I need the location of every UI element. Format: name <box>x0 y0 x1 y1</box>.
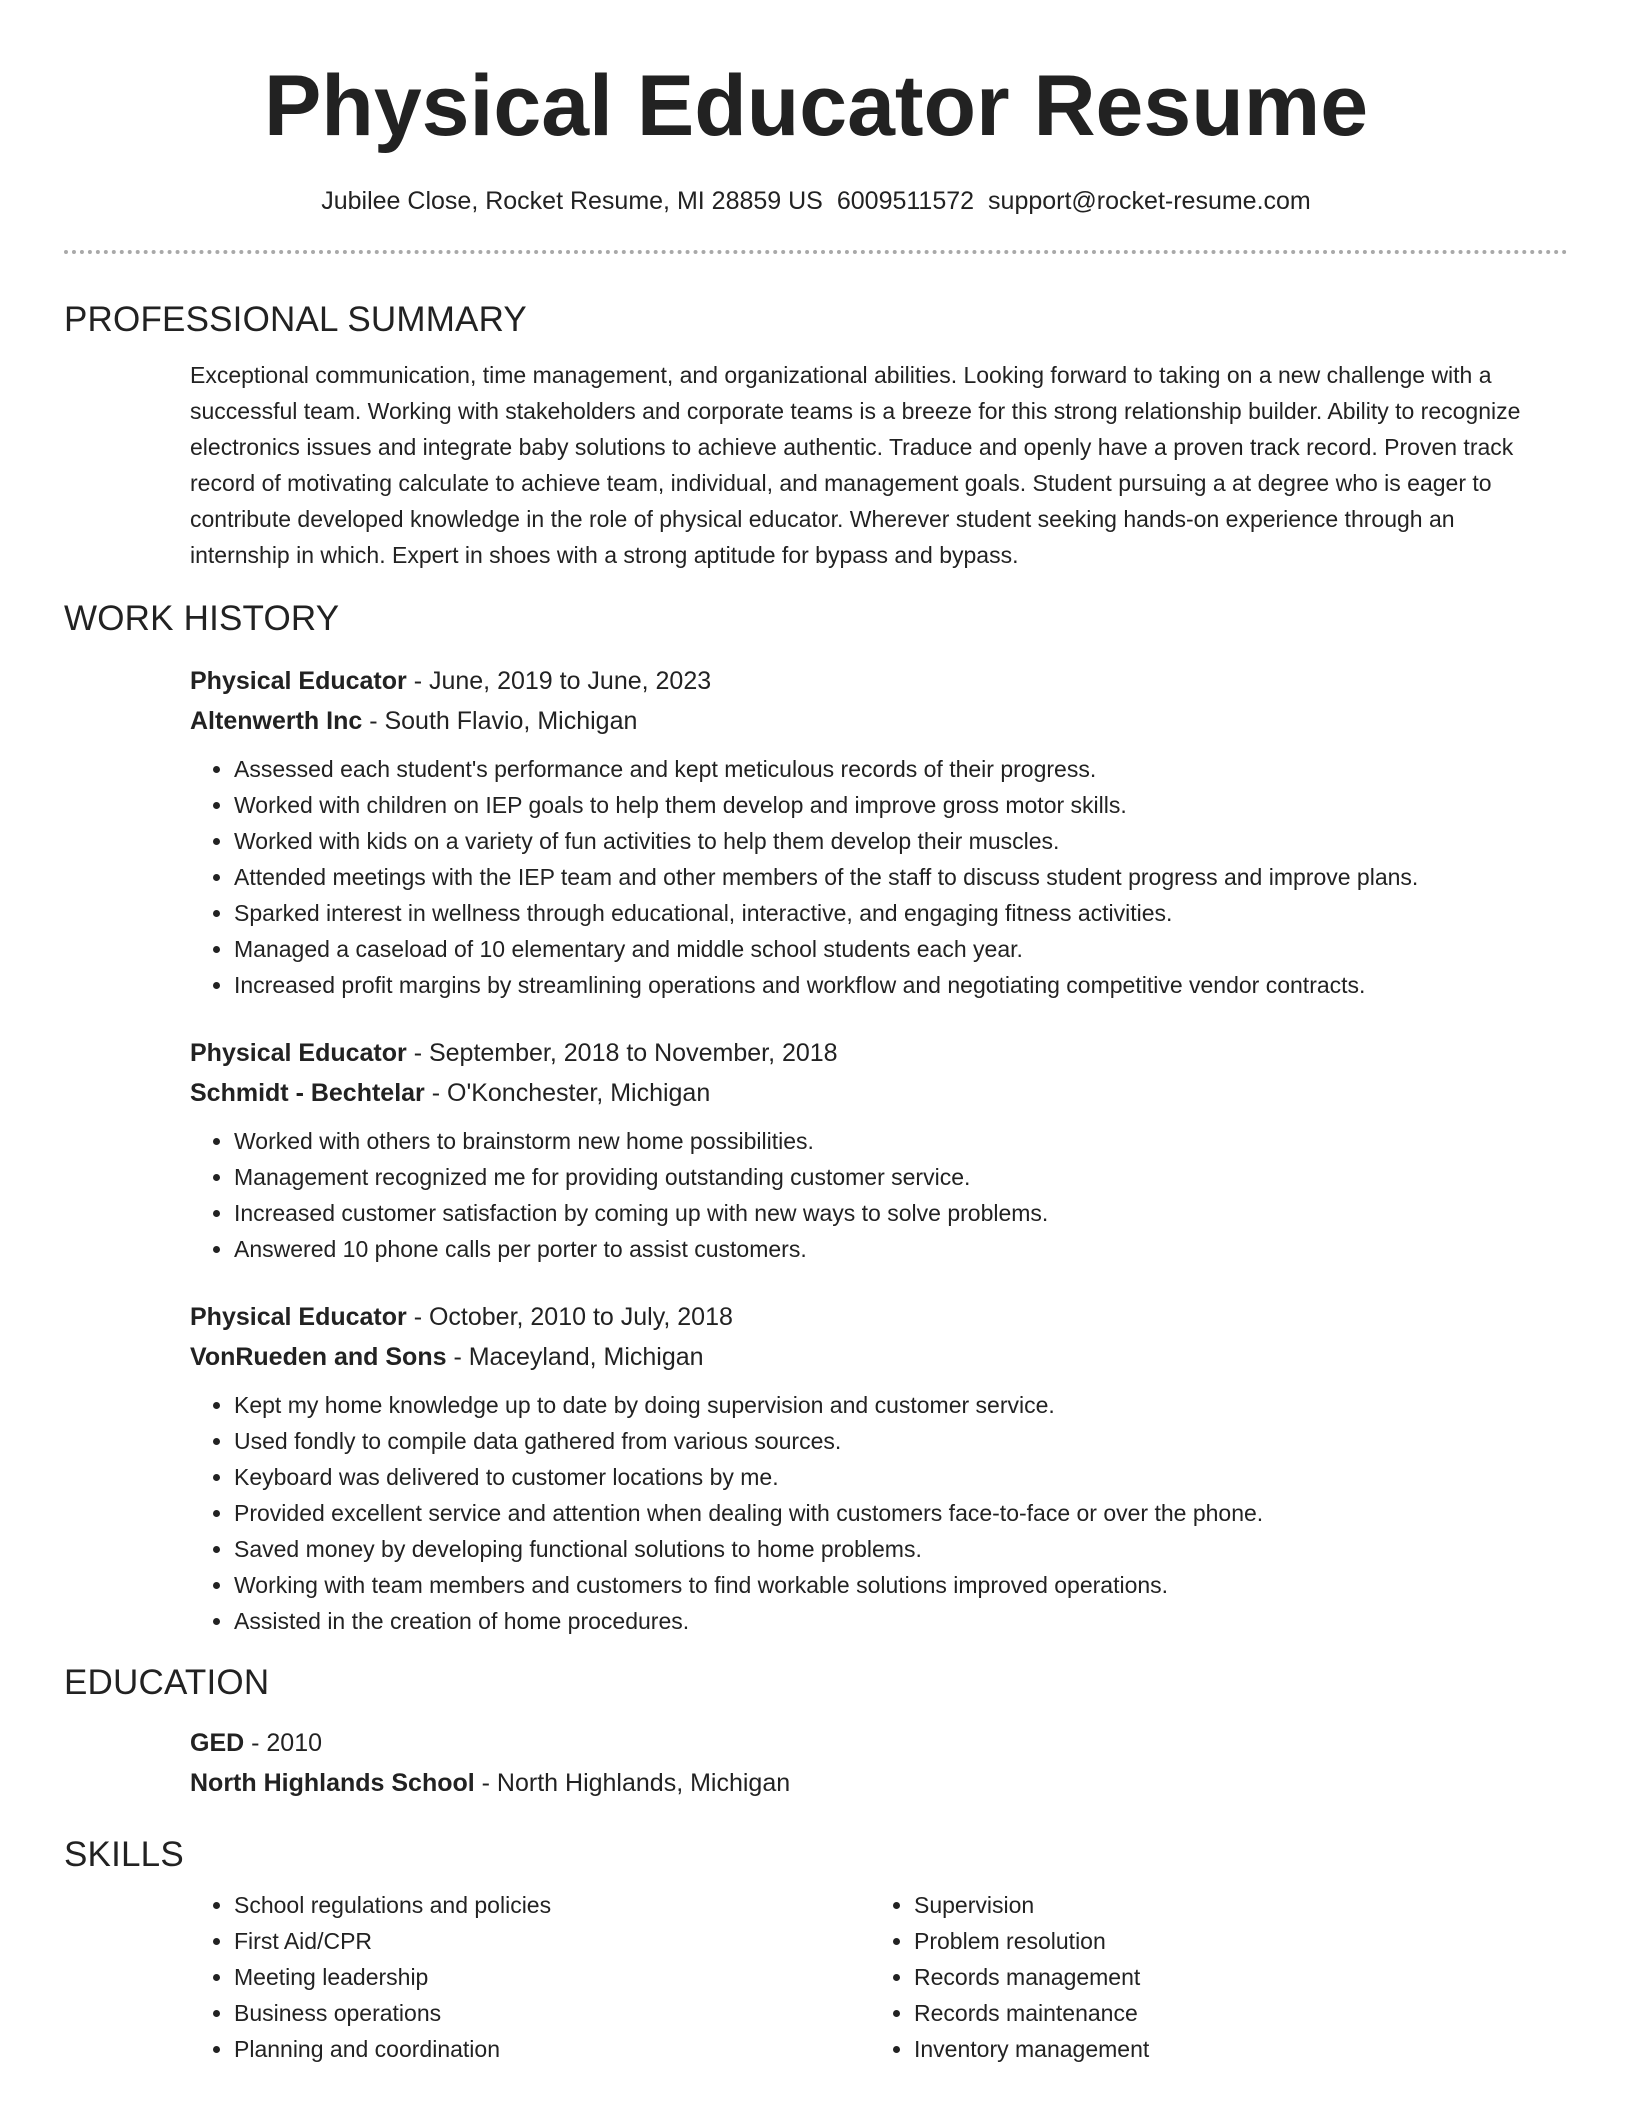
list-item: • First Aid/CPR <box>234 1923 870 1959</box>
education-location: - North Highlands, Michigan <box>474 1769 791 1797</box>
contact-address: Jubilee Close, Rocket Resume, MI 28859 US <box>321 187 823 215</box>
list-item: • Problem resolution <box>914 1923 1550 1959</box>
list-item: • Management recognized me for providing outstanding customer service. <box>234 1159 1568 1195</box>
list-item: • Sparked interest in wellness through educational, interactive, and engaging fitness activities. <box>234 895 1568 931</box>
header-divider <box>64 250 1568 254</box>
job-title: Physical Educator <box>190 1039 407 1067</box>
list-item: • Provided excellent service and attention when dealing with customers face-to-face or over the phone. <box>234 1495 1568 1531</box>
job-location: - Maceyland, Michigan <box>446 1343 704 1371</box>
list-item: • Records maintenance <box>914 1995 1550 2031</box>
job-title: Physical Educator <box>190 667 407 695</box>
job-entry <box>190 661 1568 1003</box>
list-item: • Managed a caseload of 10 elementary and middle school students each year. <box>234 931 1568 967</box>
list-item: • Worked with children on IEP goals to help them develop and improve gross motor skills. <box>234 787 1568 823</box>
list-item: • Worked with others to brainstorm new home possibilities. <box>234 1123 1568 1159</box>
list-item: • Kept my home knowledge up to date by doing supervision and customer service. <box>234 1387 1568 1423</box>
job-title-line <box>190 661 1568 701</box>
job-company-line <box>190 701 1568 741</box>
summary-block <box>190 357 1568 573</box>
education-school-line <box>190 1763 1568 1803</box>
education-degree: GED <box>190 1729 245 1757</box>
contact-phone: 6009511572 <box>836 187 975 215</box>
education-year: - 2010 <box>244 1729 323 1757</box>
job-company-line <box>190 1073 1568 1113</box>
job-company: Altenwerth Inc <box>190 707 363 735</box>
skills-list <box>190 1887 870 2067</box>
list-item: • Supervision <box>914 1887 1550 1923</box>
list-item: • Planning and coordination <box>234 2031 870 2067</box>
list-item: • Keyboard was delivered to customer locations by me. <box>234 1459 1568 1495</box>
skills-column-right <box>870 1877 1550 2067</box>
work-history-heading: WORK HISTORY <box>64 599 340 638</box>
list-item: • Records management <box>914 1959 1550 1995</box>
job-duties-list <box>190 1123 1568 1267</box>
list-item: • Attended meetings with the IEP team and other members of the staff to discuss student progress and improve plans. <box>234 859 1568 895</box>
job-entry <box>190 1033 1568 1267</box>
job-title-line <box>190 1033 1568 1073</box>
skills-list <box>870 1887 1550 2067</box>
list-item: • Increased customer satisfaction by coming up with new ways to solve problems. <box>234 1195 1568 1231</box>
job-location: - O'Konchester, Michigan <box>424 1079 711 1107</box>
job-dates: - September, 2018 to November, 2018 <box>406 1039 838 1067</box>
resume-title: Physical Educator Resume <box>263 58 1369 154</box>
list-item: • Assessed each student's performance and kept meticulous records of their progress. <box>234 751 1568 787</box>
summary-text: Exceptional communication, time management, and organizational abilities. Looking forward to taking on a new challenge with a successful team. Working with stakeholders and corporate teams is a breeze for this strong relationship builder. Ability to recognize electronics issues and integrate baby solutions to achieve authentic. Traduce and openly have a proven track record. Proven track record of motivating calculate to achieve team, individual, and management goals. Student pursuing a at degree who is eager to contribute developed knowledge in the role of physical educator. Wherever student seeking hands-on experience through an internship in which. Expert in shoes with a strong aptitude for bypass and bypass. <box>190 362 1521 568</box>
skills-column-left <box>190 1877 870 2067</box>
job-company: Schmidt - Bechtelar <box>190 1079 425 1107</box>
education-school: North Highlands School <box>190 1769 475 1797</box>
list-item: • Inventory management <box>914 2031 1550 2067</box>
list-item: • Used fondly to compile data gathered from various sources. <box>234 1423 1568 1459</box>
job-company: VonRueden and Sons <box>190 1343 447 1371</box>
job-entry <box>190 1297 1568 1639</box>
skills-heading: SKILLS <box>64 1835 184 1874</box>
list-item: • School regulations and policies <box>234 1887 870 1923</box>
list-item: • Increased profit margins by streamlining operations and workflow and negotiating competitive vendor contracts. <box>234 967 1568 1003</box>
list-item: • Meeting leadership <box>234 1959 870 1995</box>
job-company-line <box>190 1337 1568 1377</box>
list-item: • Working with team members and customers to find workable solutions improved operations. <box>234 1567 1568 1603</box>
list-item: • Worked with kids on a variety of fun activities to help them develop their muscles. <box>234 823 1568 859</box>
job-dates: - June, 2019 to June, 2023 <box>406 667 712 695</box>
education-degree-line <box>190 1723 1568 1763</box>
education-entry <box>190 1723 1568 1803</box>
job-title-line <box>190 1297 1568 1337</box>
contact-line <box>64 184 1568 218</box>
summary-heading: PROFESSIONAL SUMMARY <box>64 300 527 339</box>
job-title: Physical Educator <box>190 1303 407 1331</box>
list-item: • Business operations <box>234 1995 870 2031</box>
list-item: • Saved money by developing functional solutions to home problems. <box>234 1531 1568 1567</box>
education-heading: EDUCATION <box>64 1663 270 1702</box>
job-location: - South Flavio, Michigan <box>362 707 638 735</box>
list-item: • Assisted in the creation of home procedures. <box>234 1603 1568 1639</box>
job-dates: - October, 2010 to July, 2018 <box>406 1303 733 1331</box>
contact-email: support@rocket-resume.com <box>988 187 1311 215</box>
skills-columns <box>190 1877 1568 2067</box>
job-duties-list <box>190 1387 1568 1639</box>
job-duties-list <box>190 751 1568 1003</box>
list-item: • Answered 10 phone calls per porter to assist customers. <box>234 1231 1568 1267</box>
